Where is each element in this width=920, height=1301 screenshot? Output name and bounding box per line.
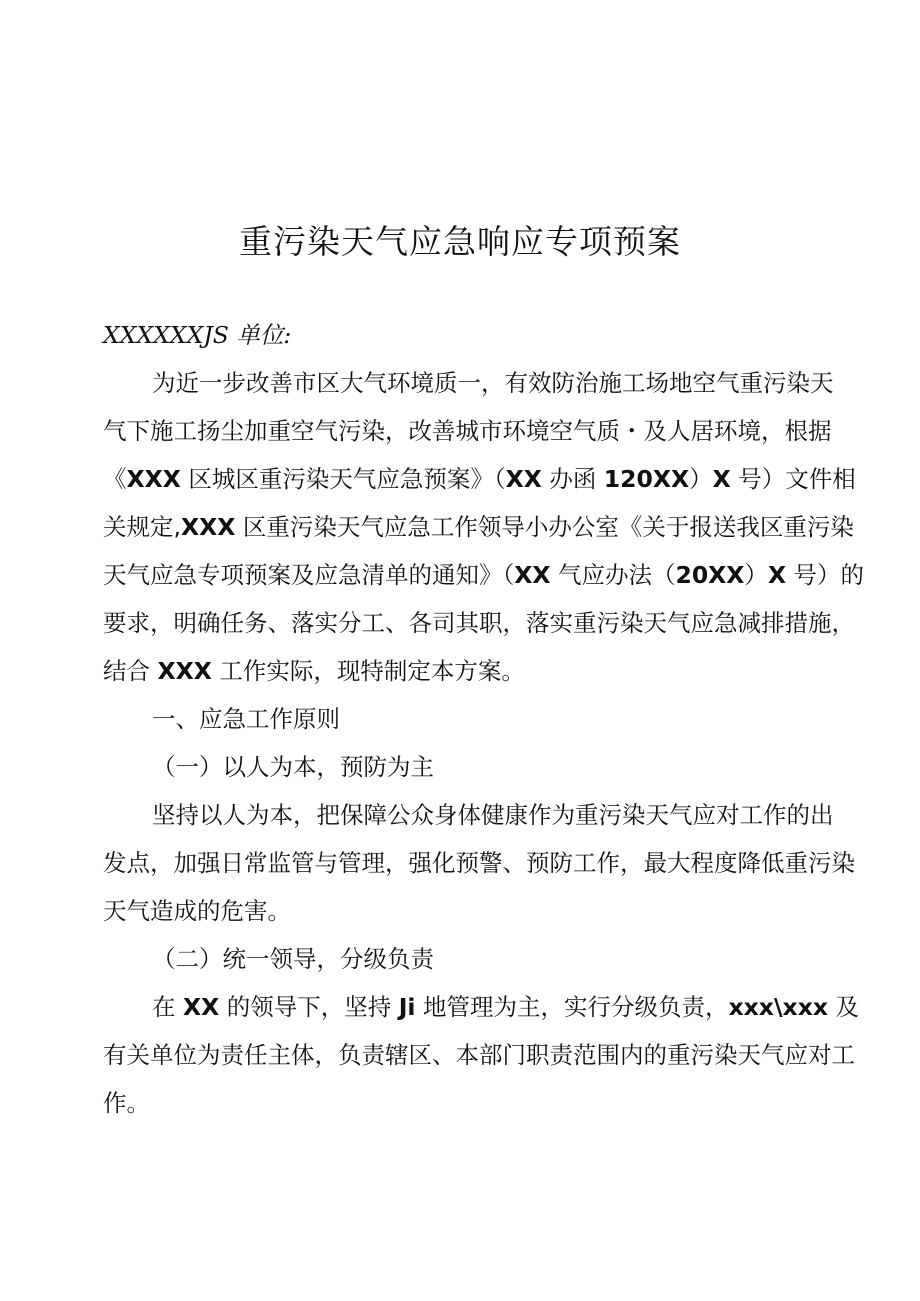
paragraph-1-line-2: 气下施工扬尘加重空气污染，改善城市环境空气质・及人居环境，根据 — [103, 417, 832, 445]
document-title: 重污染天气应急响应专项预案 — [239, 222, 681, 261]
paragraph-1-line-3: 《XXX 区城区重污染天气应急预案》（XX 办函 120XX）X 号）文件相 — [103, 465, 856, 493]
paragraph-1-line-7: 结合 XXX 工作实际，现特制定本方案。 — [103, 657, 525, 685]
subsection-2-line-1: 在 XX 的领导下，坚持 Ji 地管理为主，实行分级负责，xxx\xxx 及 — [152, 993, 859, 1021]
subsection-2-line-2: 有关单位为责任主体，负责辖区、本部门职责范围内的重污染天气应对工 — [103, 1041, 855, 1069]
paragraph-1-line-1: 为近一步改善市区大气环境质一，有效防治施工场地空气重污染天 — [152, 369, 834, 397]
subsection-1-line-2: 发点，加强日常监管与管理，强化预警、预防工作，最大程度降低重污染 — [103, 849, 855, 877]
subsection-1-line-1: 坚持以人为本，把保障公众身体健康作为重污染天气应对工作的出 — [152, 801, 834, 829]
subsection-2-heading: （二）统一领导，分级负责 — [152, 945, 434, 973]
section-1-heading: 一、应急工作原则 — [152, 705, 340, 733]
addressee: XXXXXXJS 单位: — [103, 321, 292, 349]
paragraph-1-line-4: 关规定,XXX 区重污染天气应急工作领导小办公室《关于报送我区重污染 — [103, 513, 854, 541]
subsection-1-line-3: 天气造成的危害。 — [103, 897, 291, 925]
subsection-2-line-3: 作。 — [103, 1089, 150, 1117]
paragraph-1-line-6: 要求，明确任务、落实分工、各司其职，落实重污染天气应急减排措施， — [103, 609, 855, 637]
subsection-1-heading: （一）以人为本，预防为主 — [152, 753, 434, 781]
paragraph-1-line-5: 天气应急专项预案及应急清单的通知》（XX 气应办法（20XX）X 号）的 — [103, 561, 865, 589]
